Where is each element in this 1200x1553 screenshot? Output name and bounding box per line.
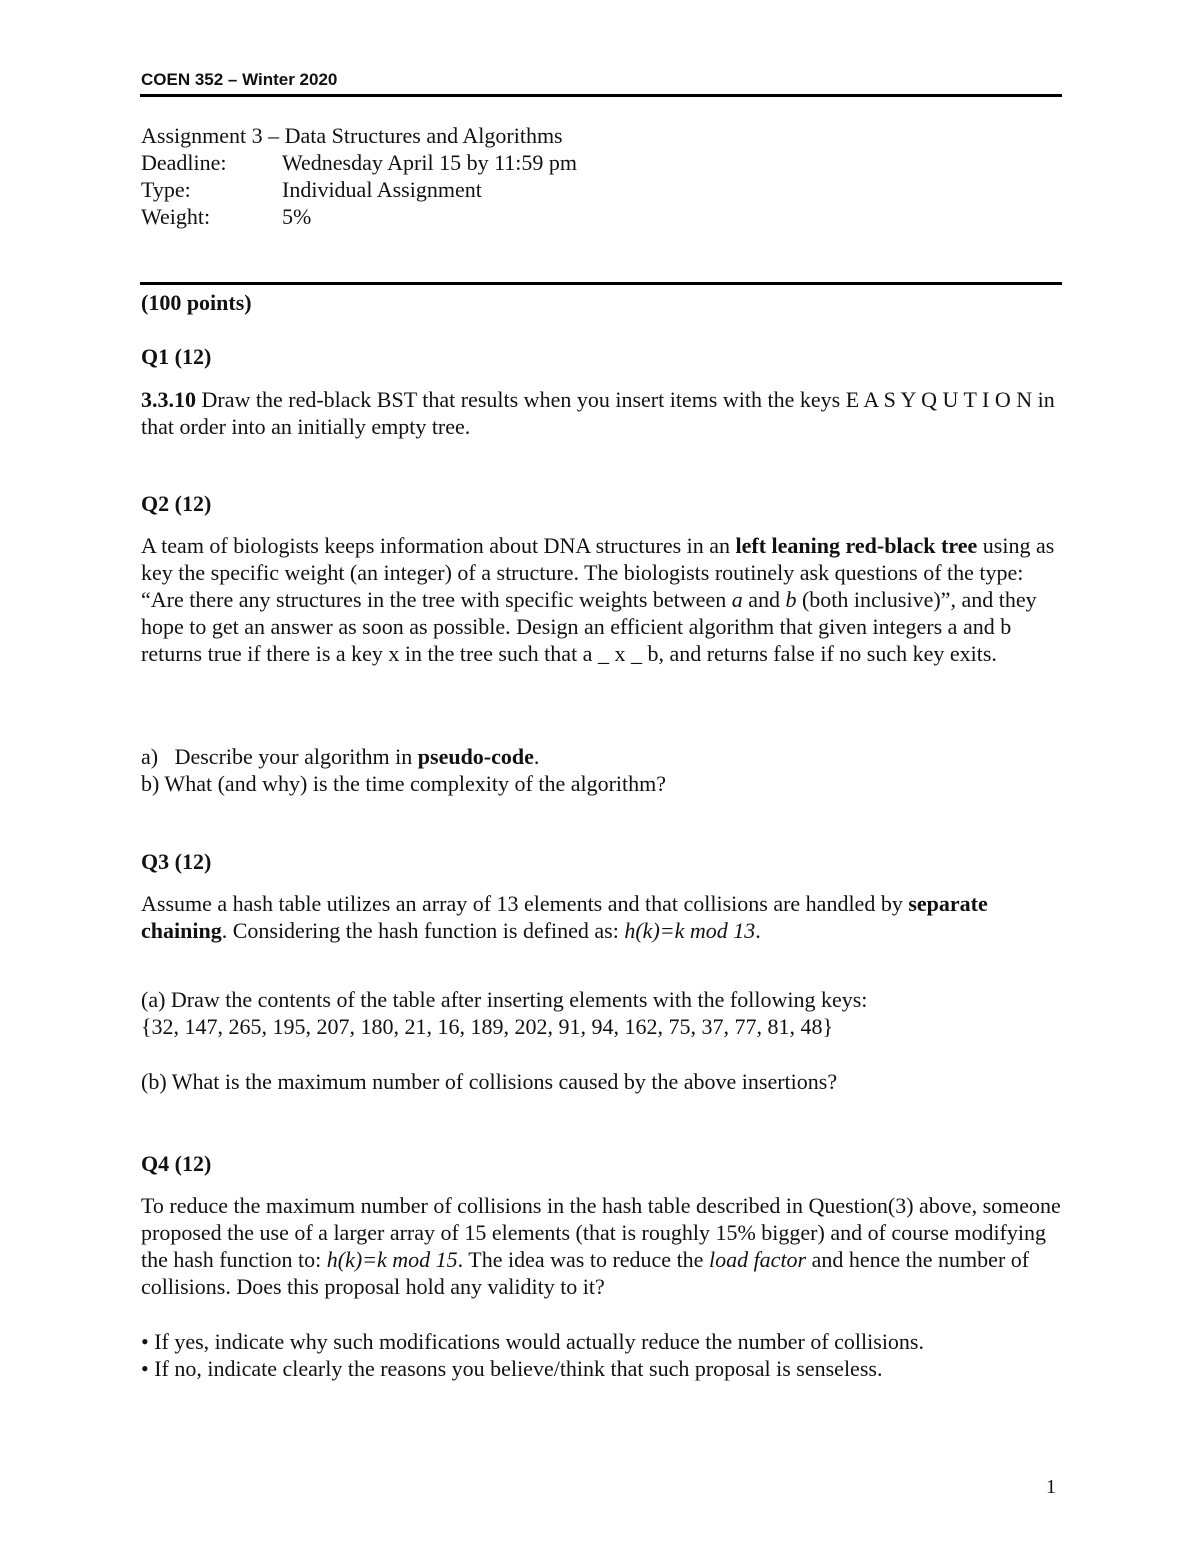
q4-bullet-yes: • If yes, indicate why such modifications would actually reduce the number of collisions. [141, 1329, 924, 1354]
q4-p1-start: To reduce the maximum number of collisions in the hash table described in Question(3) above, someone proposed the use of a larger array of 15 elements (that is roughly 15% bigger) and of course modifying the hash function to: [141, 1193, 1061, 1272]
q2-paragraph-1 [141, 532, 1062, 586]
section-rule [140, 282, 1062, 285]
weight-label: Weight: [141, 204, 211, 229]
q2-subquestions [141, 743, 1062, 797]
total-points: (100 points) [141, 290, 252, 315]
deadline-row [141, 149, 577, 176]
q2-p1-end: using as key the specific weight (an integer) of a structure. The biologists routinely ask questions of the type: [141, 533, 1055, 585]
header-rule [140, 94, 1062, 97]
assignment-title-text: Assignment 3 – Data Structures and Algorithms [141, 123, 563, 148]
q2-var-b: b [785, 587, 797, 612]
page-number: 1 [1046, 1476, 1056, 1498]
q2-p1-emphasis: left leaning red-black tree [735, 533, 978, 558]
q2-p2-and: and [742, 587, 786, 612]
q4-bullets [141, 1328, 1062, 1382]
type-value: Individual Assignment [282, 177, 482, 202]
q3-p1-start: Assume a hash table utilizes an array of 13 elements and that collisions are handled by [141, 891, 909, 916]
q4-p1-mid: . The idea was to reduce the [457, 1247, 709, 1272]
q3-part-a-text: (a) Draw the contents of the table after inserting elements with the following keys: [141, 987, 868, 1012]
weight-value: 5% [282, 204, 312, 229]
q2-part-a-label: a) [141, 744, 159, 769]
q4-p1-end: and hence the number of collisions. Does this proposal hold any validity to it? [141, 1247, 1030, 1299]
q4-text [141, 1192, 1062, 1300]
assignment-title [141, 122, 577, 149]
q2-var-a: a [731, 587, 743, 612]
q4-load-factor: load factor [708, 1247, 807, 1272]
q2-part-a-end: . [533, 744, 540, 769]
q1-reference: 3.3.10 [141, 387, 196, 412]
q4-hash-function: h(k)=k mod 15 [326, 1247, 458, 1272]
q2-part-a-text: Describe your algorithm in [174, 744, 418, 769]
q1-text [141, 386, 1062, 440]
q3-p1-end: . [755, 918, 761, 943]
q3-hash-function: h(k)=k mod 13 [624, 918, 756, 943]
q3-p1-mid: . Considering the hash function is defined as: [221, 918, 625, 943]
type-label: Type: [141, 177, 191, 202]
q2-p1-start: A team of biologists keeps information about DNA structures in an [141, 533, 736, 558]
q2-paragraph-2 [141, 586, 1062, 667]
q2-heading: Q2 (12) [141, 491, 212, 516]
weight-row [141, 203, 577, 230]
q2-text [141, 532, 1062, 667]
q3-part-a [141, 986, 1062, 1040]
q2-part-a [141, 743, 1062, 770]
deadline-label: Deadline: [141, 150, 227, 175]
q2-p2-start: “Are there any structures in the tree with specific weights between [141, 587, 732, 612]
q3-keys: {32, 147, 265, 195, 207, 180, 21, 16, 189, 202, 91, 94, 162, 75, 37, 77, 81, 48} [141, 1014, 834, 1039]
q2-p2-end: (both inclusive)”, and they hope to get an answer as soon as possible. Design an efficient algorithm that given integers a and b returns true if there is a key x in the tree such that a _ x _ b, and returns false if no such key exits. [141, 587, 1037, 666]
q4-heading: Q4 (12) [141, 1151, 212, 1176]
q3-part-b: (b) What is the maximum number of collisions caused by the above insertions? [141, 1069, 838, 1094]
deadline-value: Wednesday April 15 by 11:59 pm [282, 150, 577, 175]
q3-heading: Q3 (12) [141, 849, 212, 874]
type-row [141, 176, 577, 203]
q3-p1-emphasis: separate chaining [141, 891, 988, 943]
q2-part-b: b) What (and why) is the time complexity of the algorithm? [141, 771, 667, 796]
q1-body: Draw the red-black BST that results when you insert items with the keys E A S Y Q U T I O N in that order into an initially empty tree. [141, 387, 1055, 439]
q1-heading: Q1 (12) [141, 344, 212, 369]
course-header: COEN 352 – Winter 2020 [141, 70, 338, 89]
assignment-info [141, 122, 577, 230]
q3-text [141, 890, 1062, 944]
q2-part-a-emphasis: pseudo-code [417, 744, 534, 769]
q4-bullet-no: • If no, indicate clearly the reasons you believe/think that such proposal is senseless. [141, 1356, 883, 1381]
